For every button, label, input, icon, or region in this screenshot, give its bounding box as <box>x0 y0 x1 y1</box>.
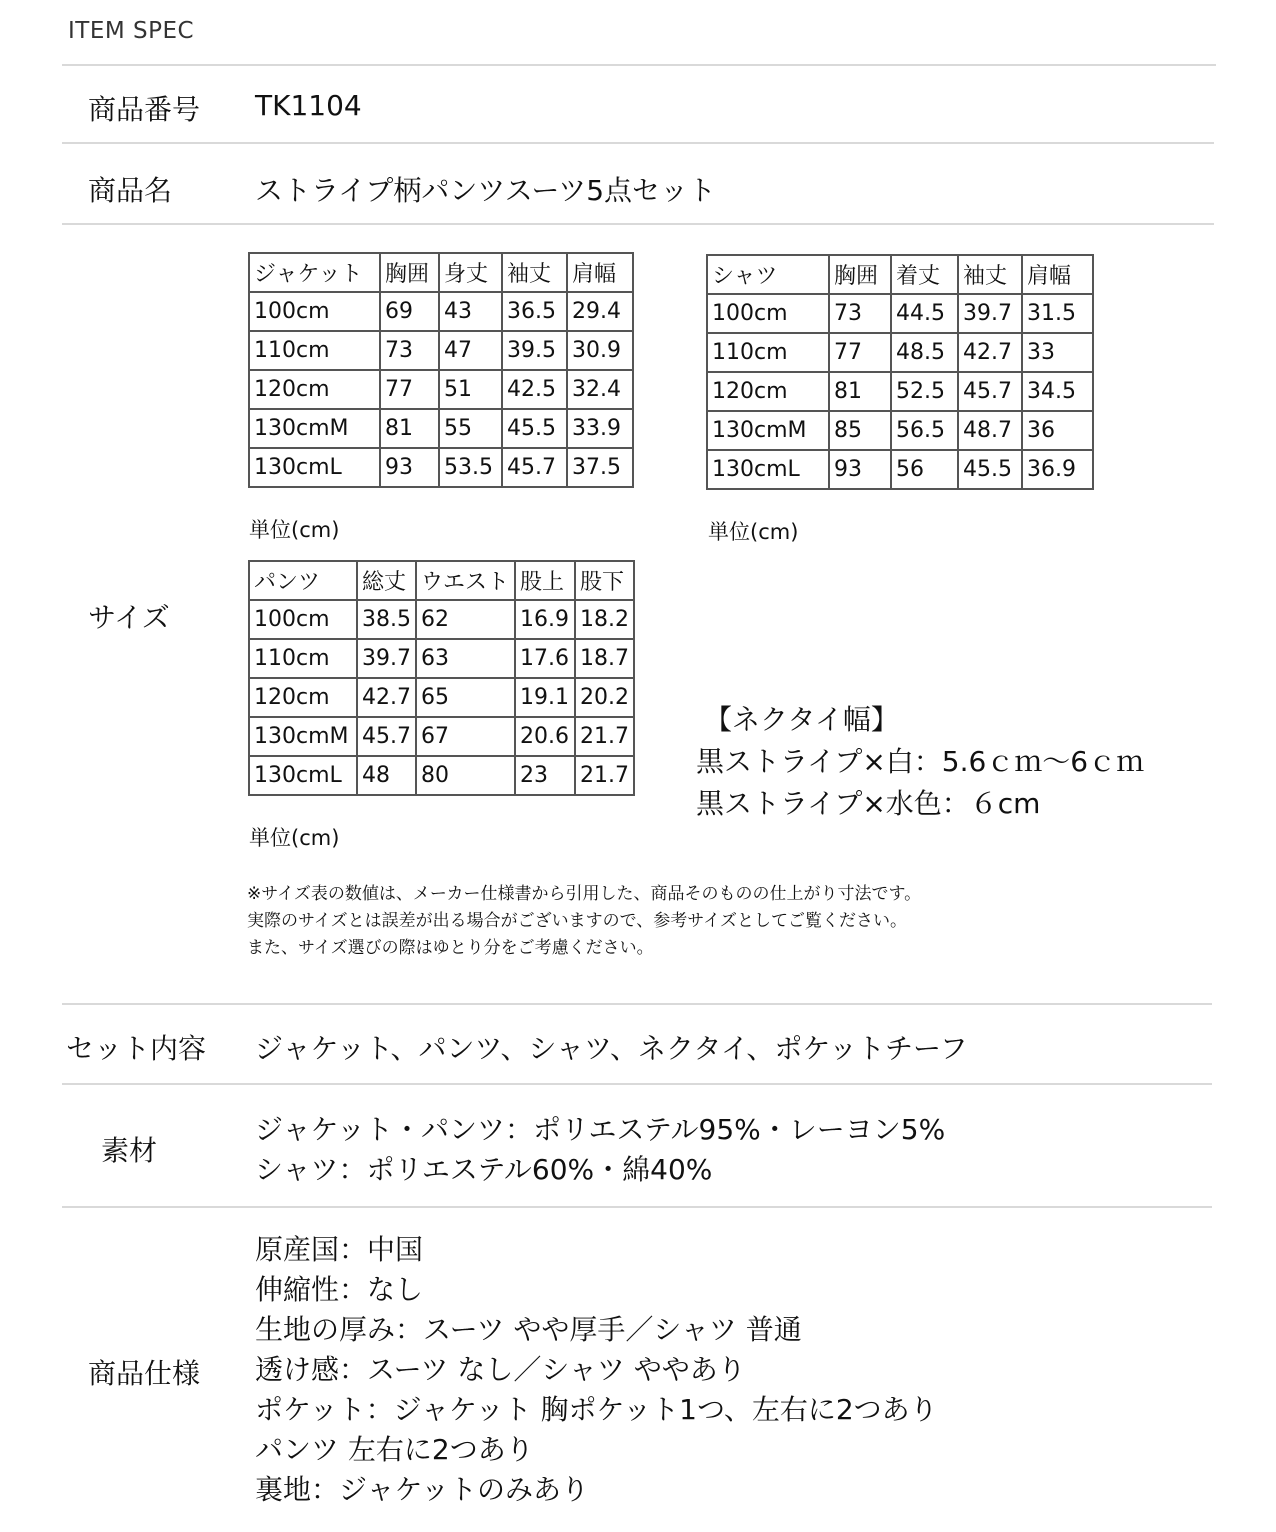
table-cell: 80 <box>416 756 515 795</box>
table-cell: 42.7 <box>958 333 1022 372</box>
product-name-label: 商品名 <box>88 174 173 207</box>
table-cell: 19.1 <box>515 678 575 717</box>
table-cell: 32.4 <box>567 370 633 409</box>
detail-line: パンツ 左右に2つあり <box>255 1433 534 1466</box>
table-cell: 81 <box>380 409 439 448</box>
divider <box>62 1206 1212 1208</box>
shirt-unit: 単位(cm) <box>708 520 799 544</box>
table-header-cell: パンツ <box>249 561 357 600</box>
table-cell: 130cmL <box>707 450 829 489</box>
table-cell: 69 <box>380 292 439 331</box>
table-header-cell: 肩幅 <box>1022 255 1093 294</box>
table-cell: 100cm <box>249 292 380 331</box>
table-cell: 67 <box>416 717 515 756</box>
table-cell: 31.5 <box>1022 294 1093 333</box>
pants-size-table <box>248 560 635 796</box>
table-cell: 30.9 <box>567 331 633 370</box>
table-cell: 47 <box>439 331 502 370</box>
table-cell: 85 <box>829 411 891 450</box>
detail-line: 生地の厚み：スーツ やや厚手／シャツ 普通 <box>255 1313 802 1346</box>
table-header-cell: ジャケット <box>249 253 380 292</box>
table-cell: 62 <box>416 600 515 639</box>
table-cell: 45.5 <box>502 409 567 448</box>
table-cell: 37.5 <box>567 448 633 487</box>
table-header-cell: 身丈 <box>439 253 502 292</box>
set-contents-value: ジャケット、パンツ、シャツ、ネクタイ、ポケットチーフ <box>255 1032 968 1065</box>
table-cell: 33 <box>1022 333 1093 372</box>
table-cell: 93 <box>380 448 439 487</box>
table-header-cell: 胸囲 <box>380 253 439 292</box>
set-contents-label: セット内容 <box>66 1032 207 1065</box>
table-header-cell: 股下 <box>575 561 634 600</box>
table-cell: 39.7 <box>357 639 416 678</box>
table-cell: 48.7 <box>958 411 1022 450</box>
divider <box>62 64 1216 66</box>
table-cell: 34.5 <box>1022 372 1093 411</box>
jacket-unit: 単位(cm) <box>249 518 340 542</box>
divider <box>62 1003 1212 1005</box>
table-row <box>249 639 634 678</box>
detail-line: 透け感：スーツ なし／シャツ ややあり <box>255 1353 746 1386</box>
table-row <box>707 372 1093 411</box>
table-cell: 44.5 <box>891 294 958 333</box>
table-header-cell: 肩幅 <box>567 253 633 292</box>
table-cell: 120cm <box>249 370 380 409</box>
table-cell: 55 <box>439 409 502 448</box>
table-cell: 17.6 <box>515 639 575 678</box>
table-cell: 18.7 <box>575 639 634 678</box>
table-cell: 36.5 <box>502 292 567 331</box>
table-cell: 45.5 <box>958 450 1022 489</box>
table-cell: 23 <box>515 756 575 795</box>
table-cell: 63 <box>416 639 515 678</box>
table-cell: 42.7 <box>357 678 416 717</box>
table-cell: 110cm <box>707 333 829 372</box>
product-number-value: TK1104 <box>255 89 362 122</box>
table-cell: 73 <box>380 331 439 370</box>
detail-line: 伸縮性：なし <box>255 1273 424 1306</box>
note-line: また、サイズ選びの際はゆとり分をご考慮ください。 <box>247 938 654 958</box>
table-cell: 110cm <box>249 639 357 678</box>
table-header-cell: 袖丈 <box>502 253 567 292</box>
table-cell: 39.7 <box>958 294 1022 333</box>
table-cell: 130cmM <box>249 409 380 448</box>
detail-line: 裏地：ジャケットのみあり <box>255 1473 590 1506</box>
divider <box>62 223 1214 225</box>
table-cell: 18.2 <box>575 600 634 639</box>
table-header-row <box>707 255 1093 294</box>
table-row <box>249 370 633 409</box>
note-line: ※サイズ表の数値は、メーカー仕様書から引用した、商品そのものの仕上がり寸法です。 <box>247 884 922 904</box>
table-cell: 20.6 <box>515 717 575 756</box>
table-cell: 45.7 <box>502 448 567 487</box>
material-line: シャツ：ポリエステル60%・綿40% <box>255 1153 713 1186</box>
table-cell: 20.2 <box>575 678 634 717</box>
table-cell: 130cmL <box>249 756 357 795</box>
table-cell: 21.7 <box>575 756 634 795</box>
section-title: ITEM SPEC <box>68 18 195 44</box>
table-cell: 120cm <box>249 678 357 717</box>
divider <box>62 1083 1212 1085</box>
table-header-cell: 袖丈 <box>958 255 1022 294</box>
table-row <box>707 411 1093 450</box>
table-header-row <box>249 253 633 292</box>
table-cell: 45.7 <box>357 717 416 756</box>
table-cell: 16.9 <box>515 600 575 639</box>
table-row <box>249 409 633 448</box>
table-header-cell: ウエスト <box>416 561 515 600</box>
table-cell: 56 <box>891 450 958 489</box>
table-cell: 38.5 <box>357 600 416 639</box>
table-cell: 120cm <box>707 372 829 411</box>
size-notes <box>247 881 921 962</box>
table-cell: 39.5 <box>502 331 567 370</box>
material-label: 素材 <box>101 1134 158 1167</box>
table-row <box>249 678 634 717</box>
table-cell: 77 <box>829 333 891 372</box>
table-row <box>249 331 633 370</box>
table-cell: 45.7 <box>958 372 1022 411</box>
table-cell: 33.9 <box>567 409 633 448</box>
table-cell: 77 <box>380 370 439 409</box>
table-cell: 130cmM <box>707 411 829 450</box>
table-row <box>249 756 634 795</box>
material-lines <box>255 1108 945 1188</box>
table-cell: 52.5 <box>891 372 958 411</box>
table-cell: 36.9 <box>1022 450 1093 489</box>
product-detail-label: 商品仕様 <box>88 1357 201 1390</box>
table-header-row <box>249 561 634 600</box>
table-cell: 100cm <box>249 600 357 639</box>
table-cell: 42.5 <box>502 370 567 409</box>
table-cell: 110cm <box>249 331 380 370</box>
table-header-cell: 胸囲 <box>829 255 891 294</box>
table-header-cell: 着丈 <box>891 255 958 294</box>
product-detail-lines <box>255 1228 938 1508</box>
table-row <box>249 448 633 487</box>
table-cell: 36 <box>1022 411 1093 450</box>
note-line: 実際のサイズとは誤差が出る場合がございますので、参考サイズとしてご覧ください。 <box>247 911 907 931</box>
table-header-cell: 総丈 <box>357 561 416 600</box>
table-row <box>249 292 633 331</box>
product-name-value: ストライプ柄パンツスーツ5点セット <box>255 174 717 207</box>
size-label: サイズ <box>88 601 170 634</box>
table-cell: 51 <box>439 370 502 409</box>
shirt-size-table <box>706 254 1094 490</box>
table-cell: 73 <box>829 294 891 333</box>
table-cell: 48 <box>357 756 416 795</box>
pants-unit: 単位(cm) <box>249 826 340 850</box>
detail-line: ポケット：ジャケット 胸ポケット1つ、左右に2つあり <box>255 1393 938 1426</box>
table-row <box>707 450 1093 489</box>
table-row <box>707 294 1093 333</box>
table-cell: 48.5 <box>891 333 958 372</box>
table-header-cell: シャツ <box>707 255 829 294</box>
table-row <box>249 600 634 639</box>
divider <box>62 142 1214 144</box>
table-cell: 81 <box>829 372 891 411</box>
table-cell: 29.4 <box>567 292 633 331</box>
table-row <box>707 333 1093 372</box>
table-cell: 56.5 <box>891 411 958 450</box>
table-cell: 130cmM <box>249 717 357 756</box>
table-cell: 130cmL <box>249 448 380 487</box>
material-line: ジャケット・パンツ：ポリエステル95%・レーヨン5% <box>255 1113 946 1146</box>
product-number-label: 商品番号 <box>88 93 201 126</box>
jacket-size-table <box>248 252 634 488</box>
tie-width-title: 【ネクタイ幅】 <box>704 703 899 736</box>
tie-width-line: 黒ストライプ×水色：６cm <box>696 787 1041 820</box>
table-cell: 53.5 <box>439 448 502 487</box>
table-header-cell: 股上 <box>515 561 575 600</box>
table-cell: 65 <box>416 678 515 717</box>
tie-width-line: 黒ストライプ×白：5.6ｃｍ〜6ｃｍ <box>696 745 1145 778</box>
table-cell: 21.7 <box>575 717 634 756</box>
table-cell: 100cm <box>707 294 829 333</box>
detail-line: 原産国：中国 <box>255 1233 424 1266</box>
table-cell: 93 <box>829 450 891 489</box>
table-cell: 43 <box>439 292 502 331</box>
table-row <box>249 717 634 756</box>
